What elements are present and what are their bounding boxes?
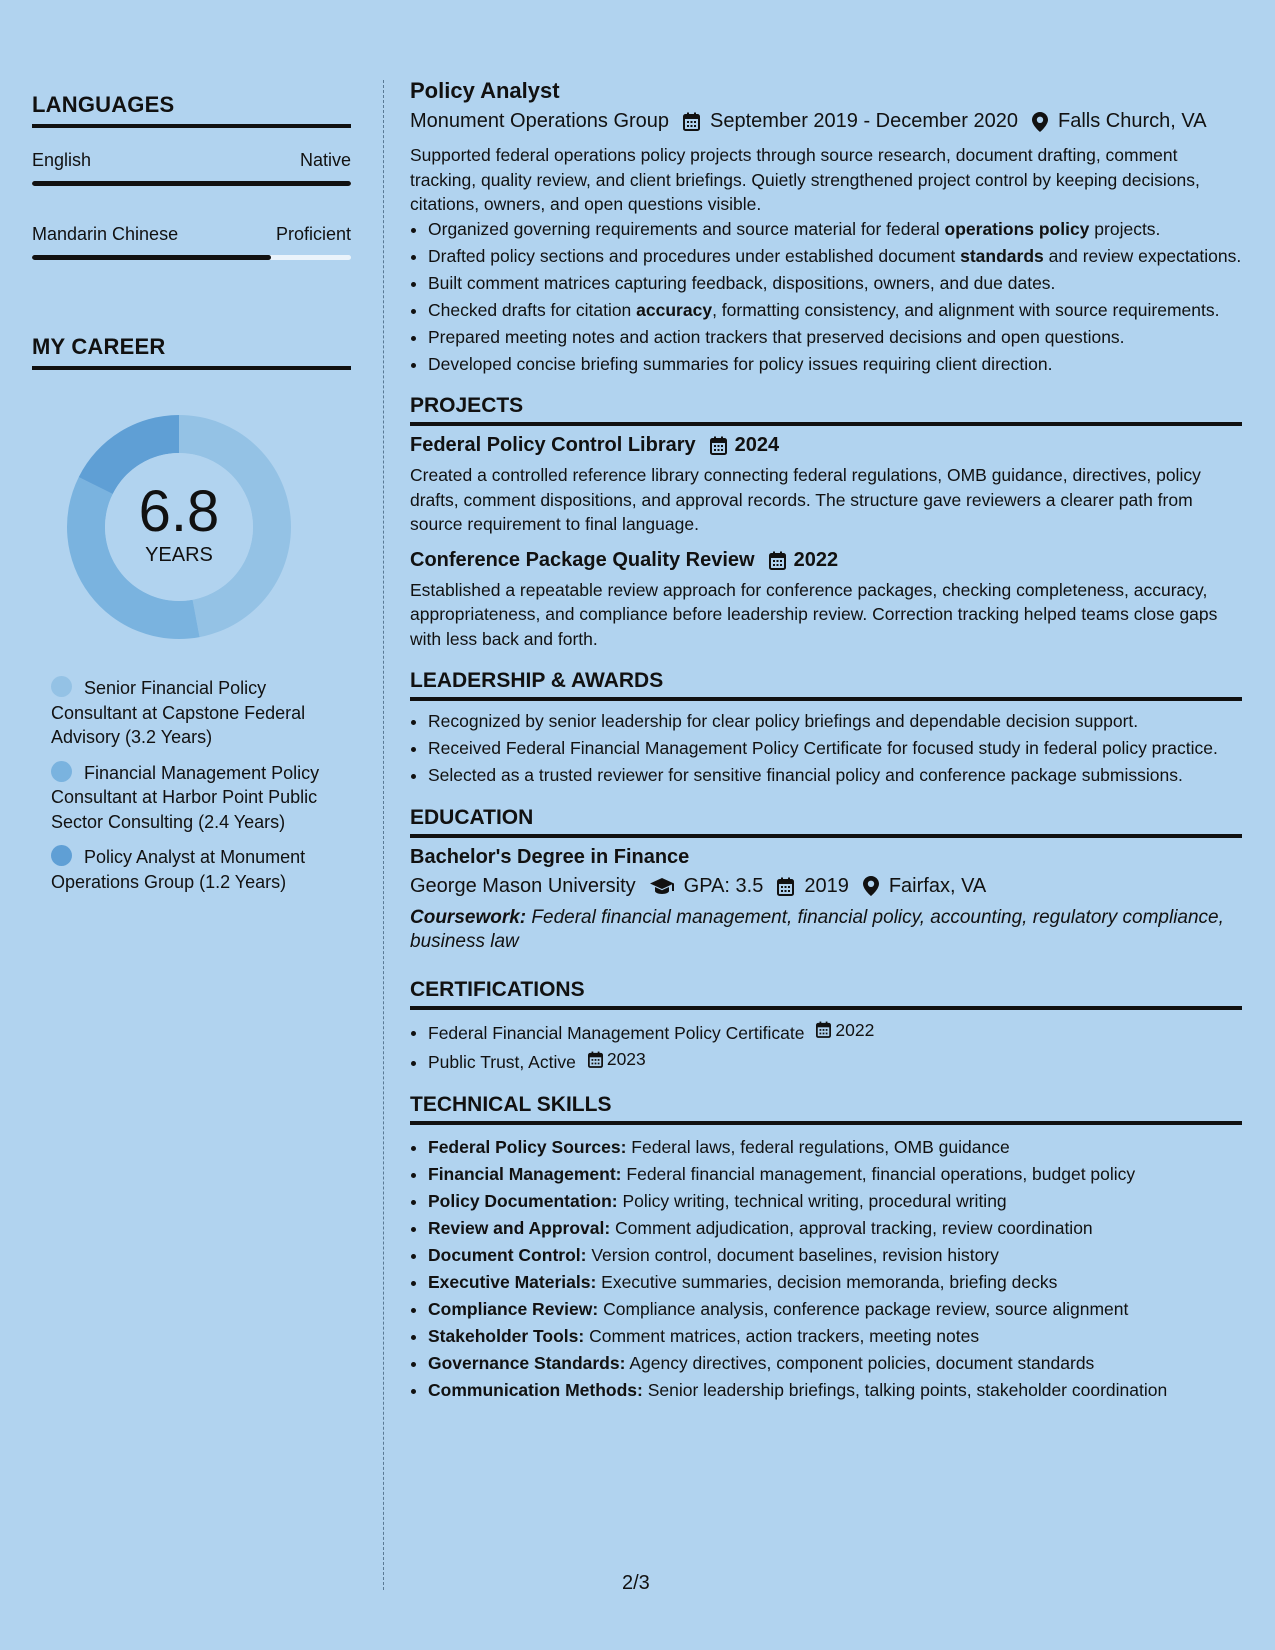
list-item: • Review and Approval: Comment adjudication, approval tracking, review coordination [428, 1216, 1242, 1241]
cert-year: 2023 [606, 1049, 646, 1070]
calendar-icon [769, 551, 786, 570]
language-proficiency-fill [32, 181, 351, 186]
list-item: • Policy Documentation: Policy writing, technical writing, procedural writing [428, 1189, 1242, 1214]
cert-year: 2022 [835, 1019, 875, 1040]
list-item: • Communication Methods: Senior leadership briefings, talking points, stakeholder coordination [428, 1378, 1242, 1403]
list-item: • Financial Management: Federal financial management, financial operations, budget policy [428, 1162, 1242, 1187]
language-proficiency-bar [32, 255, 351, 260]
languages-heading: LANGUAGES [32, 92, 351, 128]
main-content [410, 78, 1242, 1405]
school-location: Fairfax, VA [888, 874, 987, 897]
legend-dot [51, 845, 72, 866]
list-item: • Organized governing requirements and source material for federal operations policy projects. [428, 217, 1242, 242]
job-title: Policy Analyst [410, 78, 560, 103]
graduation-cap-icon [650, 877, 674, 895]
skills-list [410, 1135, 1242, 1403]
legend-dot [51, 676, 72, 697]
cert-date [588, 1047, 646, 1072]
career-total-years: 6.8 [138, 478, 220, 544]
list-item: • Recognized by senior leadership for clear policy briefings and dependable decision support. [428, 709, 1242, 734]
career-legend [51, 676, 331, 894]
list-item: • Built comment matrices capturing feedback, dispositions, owners, and due dates. [428, 271, 1242, 296]
language-item [32, 150, 351, 186]
legend-label: Policy Analyst at Monument Operations Group (1.2 Years) [51, 847, 306, 892]
career-years-unit: YEARS [145, 543, 213, 566]
job-bullets [410, 217, 1242, 377]
language-level: Proficient [275, 224, 351, 244]
career-legend-item [51, 676, 331, 750]
calendar-icon [683, 112, 700, 131]
list-item: • Checked drafts for citation accuracy, formatting consistency, and alignment with source requirements. [428, 298, 1242, 323]
list-item [428, 1018, 1242, 1045]
project-title [410, 549, 1242, 572]
calendar-icon [588, 1051, 603, 1068]
awards-heading: LEADERSHIP & AWARDS [410, 669, 1242, 701]
job-meta [410, 110, 1242, 133]
location-pin-icon [863, 876, 879, 896]
job-company: Monument Operations Group [410, 110, 670, 132]
cert-date [816, 1018, 874, 1043]
language-item [32, 224, 351, 260]
calendar-icon [710, 436, 727, 455]
education-meta [410, 875, 1242, 898]
project-title [410, 434, 1242, 457]
projects-heading: PROJECTS [410, 394, 1242, 426]
career-legend-item [51, 845, 331, 894]
coursework [410, 906, 1242, 954]
career-legend-item [51, 761, 331, 835]
location-pin-icon [1032, 112, 1048, 132]
language-proficiency-bar [32, 181, 351, 186]
job-location: Falls Church, VA [1058, 110, 1207, 132]
job-summary: Supported federal operations policy projects through source research, document drafting, comment tracking, quality review, and client briefings. Quietly strengthened project control by keeping decisions, citations, owners, and open questions visible. [410, 145, 1200, 214]
legend-label: Senior Financial Policy Consultant at Capstone Federal Advisory (3.2 Years) [51, 678, 306, 747]
project-description: Established a repeatable review approach for conference packages, checking completeness, accuracy, appropriateness, and compliance before leadership review. Correction tracking helped teams close gaps with less back and forth. [410, 579, 1218, 649]
skills-heading: TECHNICAL SKILLS [410, 1093, 1242, 1125]
list-item: • Document Control: Version control, document baselines, revision history [428, 1243, 1242, 1268]
list-item [428, 1047, 1242, 1074]
language-level: Native [299, 150, 351, 170]
project-year: 2022 [793, 548, 839, 571]
job-dates: September 2019 - December 2020 [710, 110, 1018, 132]
list-item: • Selected as a trusted reviewer for sensitive financial policy and conference package submissions. [428, 763, 1242, 788]
sidebar [32, 92, 351, 905]
language-name: Mandarin Chinese [32, 224, 179, 244]
legend-label: Financial Management Policy Consultant at Harbor Point Public Sector Consulting (2.4 Years) [51, 762, 320, 832]
cert-name: Public Trust, Active [428, 1052, 576, 1072]
graduation-year: 2019 [804, 874, 849, 897]
list-item: • Drafted policy sections and procedures under established document standards and review expectations. [428, 244, 1242, 269]
cert-name: Federal Financial Management Policy Certificate [428, 1022, 805, 1043]
list-item: • Governance Standards: Agency directives, component policies, document standards [428, 1351, 1242, 1376]
education-heading: EDUCATION [410, 806, 1242, 838]
language-name: English [32, 150, 92, 170]
list-item: • Federal Policy Sources: Federal laws, federal regulations, OMB guidance [428, 1135, 1242, 1160]
column-divider [383, 80, 384, 1590]
list-item: • Compliance Review: Compliance analysis, conference package review, source alignment [428, 1297, 1242, 1322]
project-description: Created a controlled reference library connecting federal regulations, OMB guidance, directives, policy drafts, comment dispositions, and approval records. The structure gave reviewers a clearer path from source requirement to final language. [410, 465, 1201, 534]
career-heading: MY CAREER [32, 334, 351, 370]
list-item: • Developed concise briefing summaries for policy issues requiring client direction. [428, 352, 1242, 377]
legend-dot [51, 761, 72, 782]
awards-list [410, 709, 1242, 788]
list-item: • Stakeholder Tools: Comment matrices, action trackers, meeting notes [428, 1324, 1242, 1349]
career-donut-chart [66, 414, 292, 640]
calendar-icon [816, 1021, 831, 1038]
school-name: George Mason University [410, 874, 636, 897]
degree-title: Bachelor's Degree in Finance [410, 845, 690, 868]
certifications-list [410, 1018, 1242, 1075]
project-name: Federal Policy Control Library [410, 434, 696, 456]
project-year: 2024 [734, 434, 780, 456]
calendar-icon [777, 877, 794, 896]
certifications-heading: CERTIFICATIONS [410, 978, 1242, 1010]
project-name: Conference Package Quality Review [410, 548, 755, 571]
language-proficiency-fill [32, 255, 271, 260]
list-item: • Prepared meeting notes and action trackers that preserved decisions and open questions. [428, 325, 1242, 350]
list-item: • Executive Materials: Executive summaries, decision memoranda, briefing decks [428, 1270, 1242, 1295]
gpa: GPA: 3.5 [683, 874, 764, 897]
page-number: 2/3 [622, 1572, 650, 1594]
coursework-label: Coursework: [410, 906, 527, 928]
coursework-text: Federal financial management, financial policy, accounting, regulatory compliance, business law [410, 906, 1224, 952]
list-item: • Received Federal Financial Management Policy Certificate for focused study in federal policy practice. [428, 736, 1242, 761]
